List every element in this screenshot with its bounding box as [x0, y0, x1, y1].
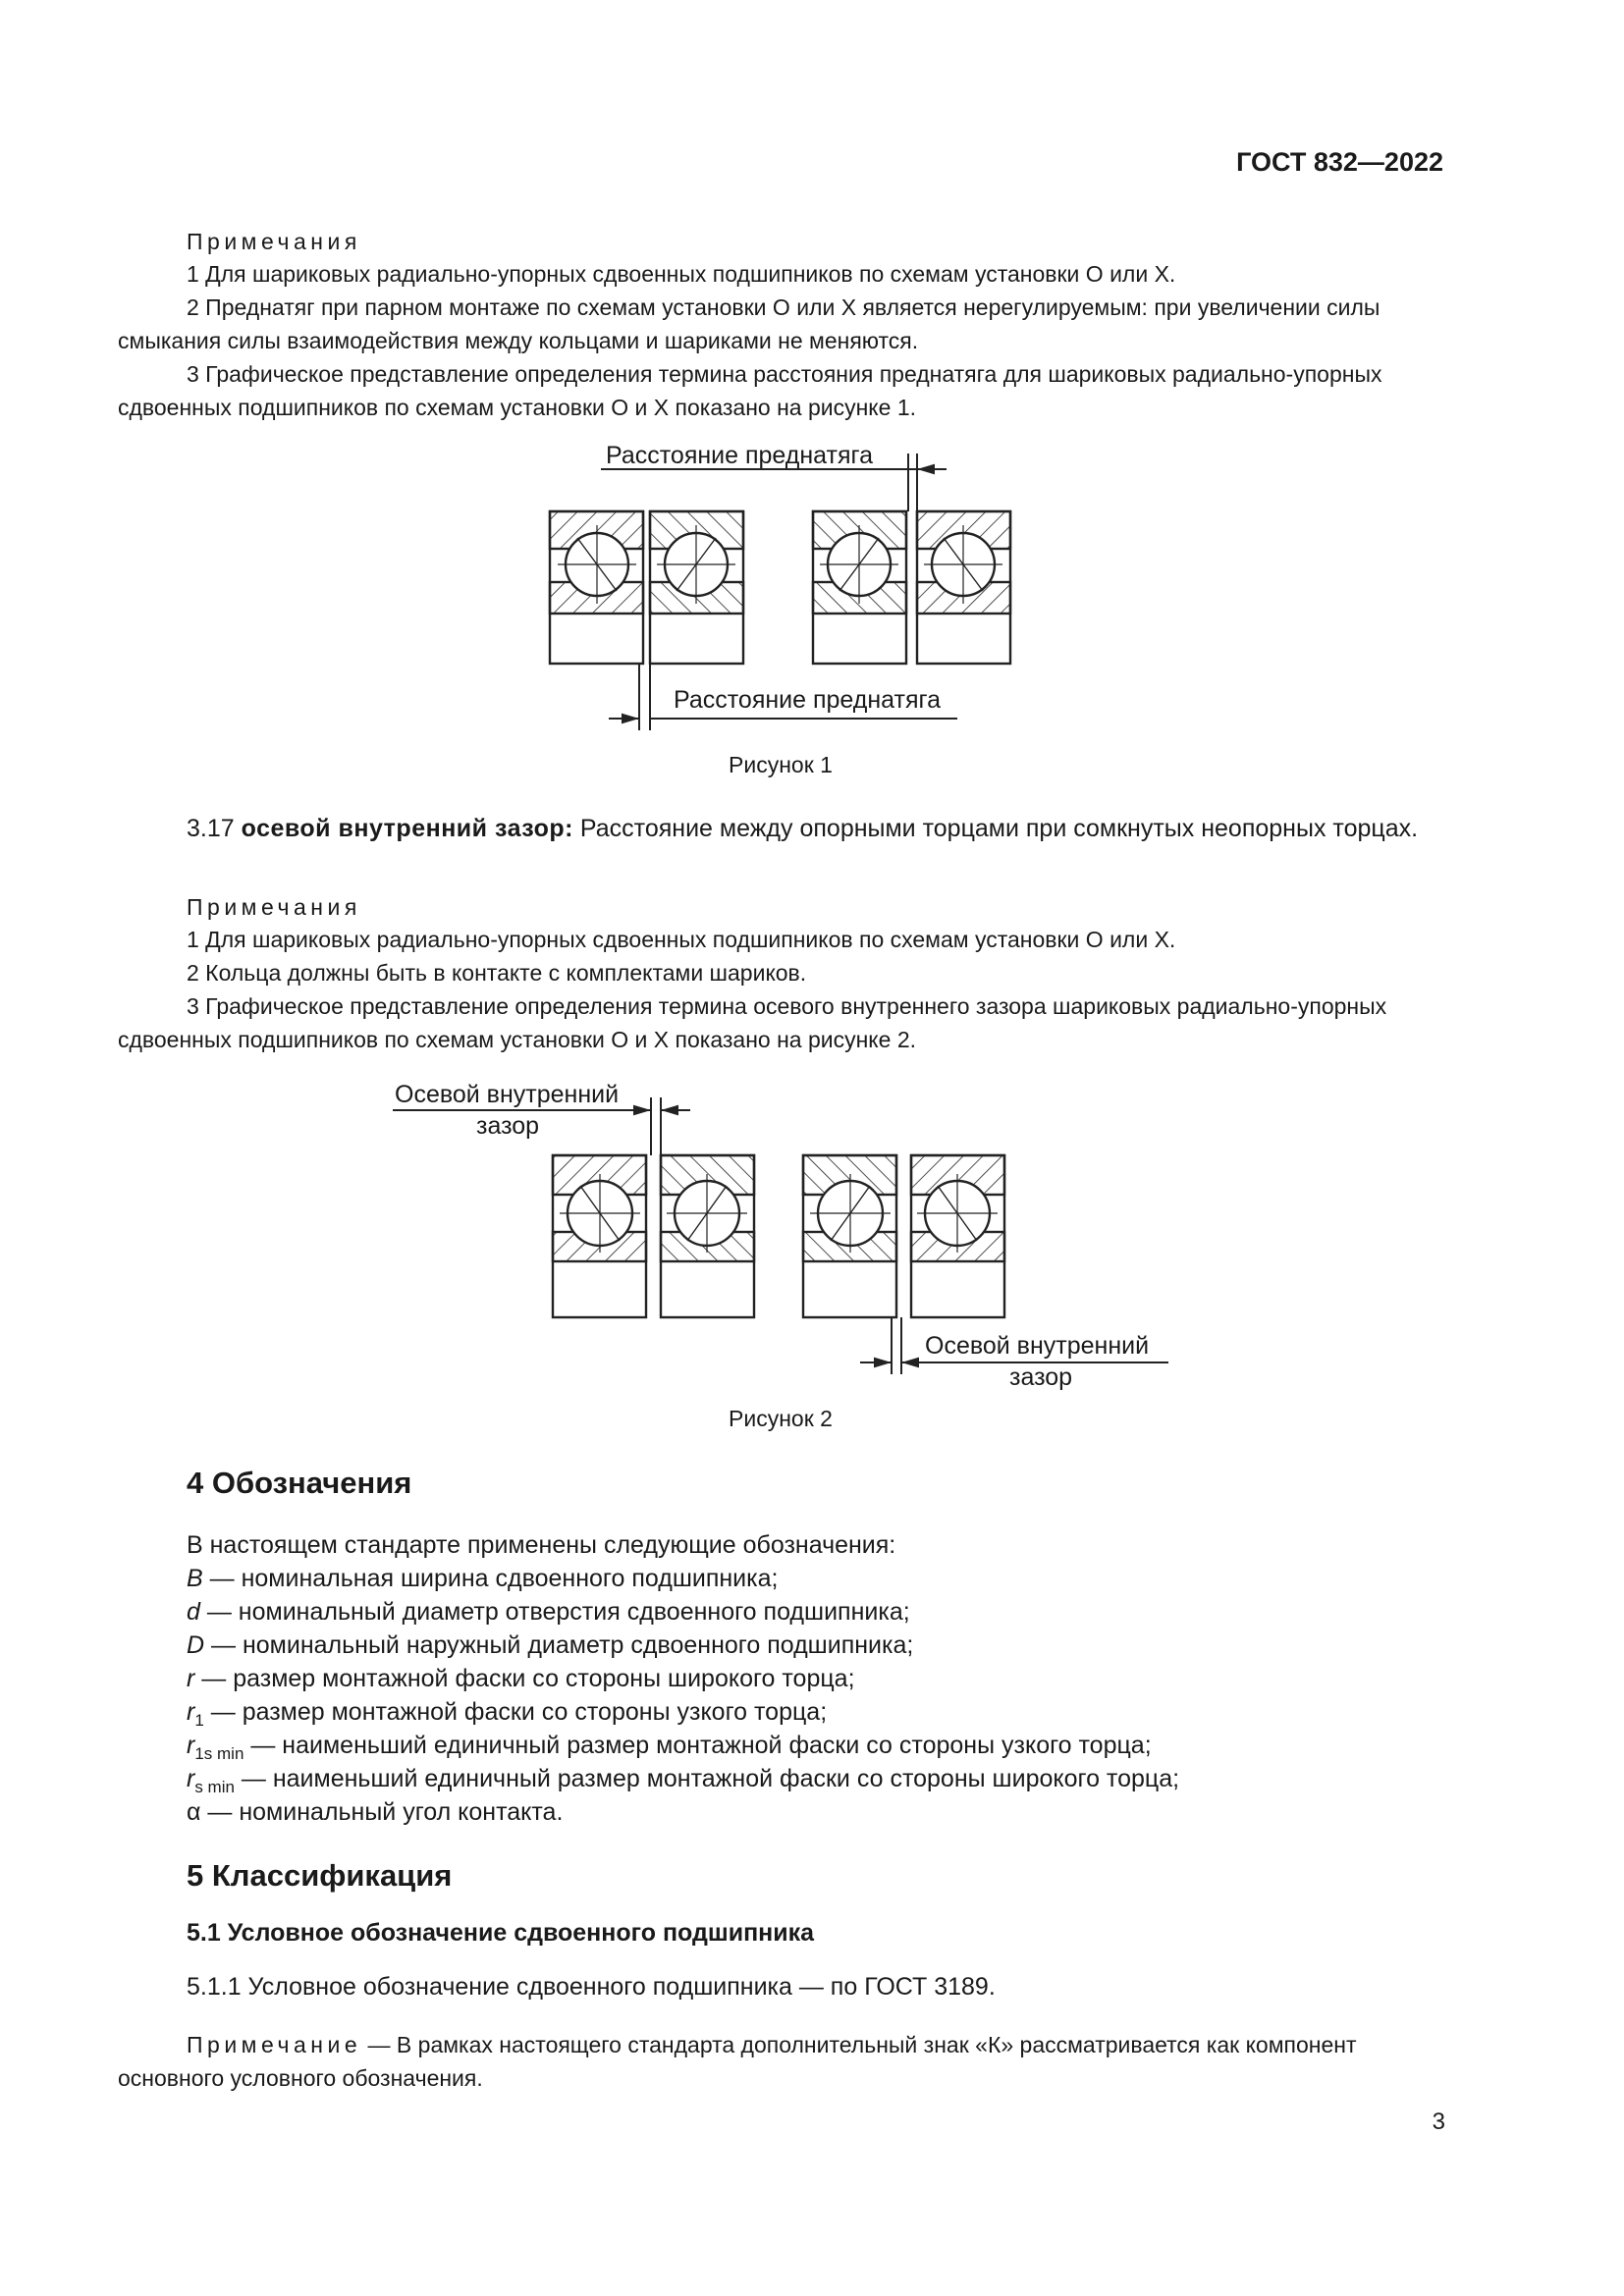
symbol: r: [187, 1698, 195, 1726]
symbol-item: [187, 1694, 827, 1730]
definition: Расстояние между опорными торцами при сомкнутых неопорных торцах.: [579, 815, 1419, 842]
figure-1-caption: Рисунок 1: [729, 752, 833, 777]
symbol-item: [187, 1794, 563, 1830]
note-text: — В рамках настоящего стандарта дополнительный знак «К» рассматривается как компонент основного условного обозначения.: [118, 2032, 1357, 2091]
figure-1-label-top: Расстояние преднатяга: [606, 442, 873, 469]
figure-1-label-bottom: Расстояние преднатяга: [674, 686, 941, 714]
symbol: r: [187, 1665, 195, 1692]
symbol-item: [187, 1561, 778, 1596]
section-4-intro: В настоящем стандарте применены следующие обозначения:: [187, 1531, 896, 1559]
figure-1-bearing-pair-left: [550, 511, 743, 664]
figure-1-bearing-pair-right: [813, 511, 1010, 664]
symbol-description: — размер монтажной фаски со стороны узкого торца;: [203, 1698, 828, 1726]
section-5-title: 5 Классификация: [187, 1858, 453, 1893]
notes-list: [118, 923, 1445, 1056]
figure-2-label-top-line1: Осевой внутренний: [395, 1081, 620, 1108]
figure-2-caption: Рисунок 2: [729, 1406, 833, 1431]
symbol-description: — наименьший единичный размер монтажной фаски со стороны широкого торца;: [234, 1765, 1180, 1792]
symbol-description: — номинальная ширина сдвоенного подшипника;: [202, 1565, 779, 1592]
term: осевой внутренний зазор:: [241, 815, 573, 842]
symbol-item: [187, 1761, 1179, 1796]
note-item: 3 Графическое представление определения термина осевого внутреннего зазора шариковых радиально-упорных сдвоенных подшипников по схемам установки О и X показано на рисунке 2.: [118, 993, 1387, 1052]
note-item: 3 Графическое представление определения термина расстояния преднатяга для шариковых радиально-упорных сдвоенных подшипников по схемам установки О и X показано на рисунке 1.: [118, 361, 1382, 420]
note-item: 2 Преднатяг при парном монтаже по схемам установки О или X является нерегулируемым: при увеличении силы смыкания силы взаимодействия между кольцами и шариками не меняются.: [118, 294, 1380, 353]
symbol-item: [187, 1628, 913, 1663]
symbol-item: [187, 1661, 855, 1696]
symbol-description: — наименьший единичный размер монтажной фаски со стороны узкого торца;: [244, 1732, 1152, 1759]
note-item: 2 Кольца должны быть в контакте с комплектами шариков.: [187, 960, 807, 986]
note-label: Примечание: [187, 2032, 362, 2057]
symbol-description: — номинальный диаметр отверстия сдвоенного подшипника;: [199, 1598, 910, 1626]
symbol: B: [187, 1565, 203, 1592]
note-item: 1 Для шариковых радиально-упорных сдвоенных подшипников по схемам установки О или X.: [187, 261, 1176, 287]
section-4-title: 4 Обозначения: [187, 1466, 412, 1500]
symbol-description: — номинальный наружный диаметр сдвоенного подшипника;: [204, 1631, 914, 1659]
note-item: 1 Для шариковых радиально-упорных сдвоенных подшипников по схемам установки О или X.: [187, 927, 1176, 952]
figure-2-label-bottom-line1: Осевой внутренний: [925, 1332, 1150, 1360]
symbol-item: [187, 1594, 910, 1629]
notes-heading: Примечания: [187, 229, 361, 254]
subsection-5-1-title: 5.1 Условное обозначение сдвоенного подшипника: [187, 1919, 815, 1947]
page-number: 3: [1432, 2109, 1445, 2135]
notes-heading: Примечания: [187, 894, 361, 920]
symbol-description: — размер монтажной фаски со стороны широкого торца;: [194, 1665, 855, 1692]
figure-2-bearing-pair-left: [553, 1155, 754, 1317]
figure-2-label-top-line2: зазор: [476, 1112, 540, 1140]
symbol: d: [187, 1598, 200, 1626]
symbol: r: [187, 1765, 195, 1792]
symbol: r: [187, 1732, 195, 1759]
symbol-subscript: 1: [194, 1711, 204, 1730]
symbol-subscript: s min: [194, 1778, 235, 1796]
standard-code: ГОСТ 832—2022: [1236, 147, 1443, 177]
clause-3-17: [118, 811, 1445, 846]
clause-number: 3.17: [187, 815, 235, 842]
section-5-note: [118, 2028, 1445, 2095]
symbol: D: [187, 1631, 205, 1659]
symbol-description: — номинальный угол контакта.: [200, 1798, 564, 1826]
figure-2-label-bottom-line2: зазор: [1009, 1363, 1073, 1391]
symbol-item: [187, 1728, 1152, 1763]
symbol: α: [187, 1798, 201, 1826]
figure-2-bearing-pair-right: [803, 1155, 1004, 1317]
clause-5-1-1: 5.1.1 Условное обозначение сдвоенного подшипника — по ГОСТ 3189.: [187, 1973, 996, 2001]
symbol-subscript: 1s min: [194, 1744, 244, 1763]
